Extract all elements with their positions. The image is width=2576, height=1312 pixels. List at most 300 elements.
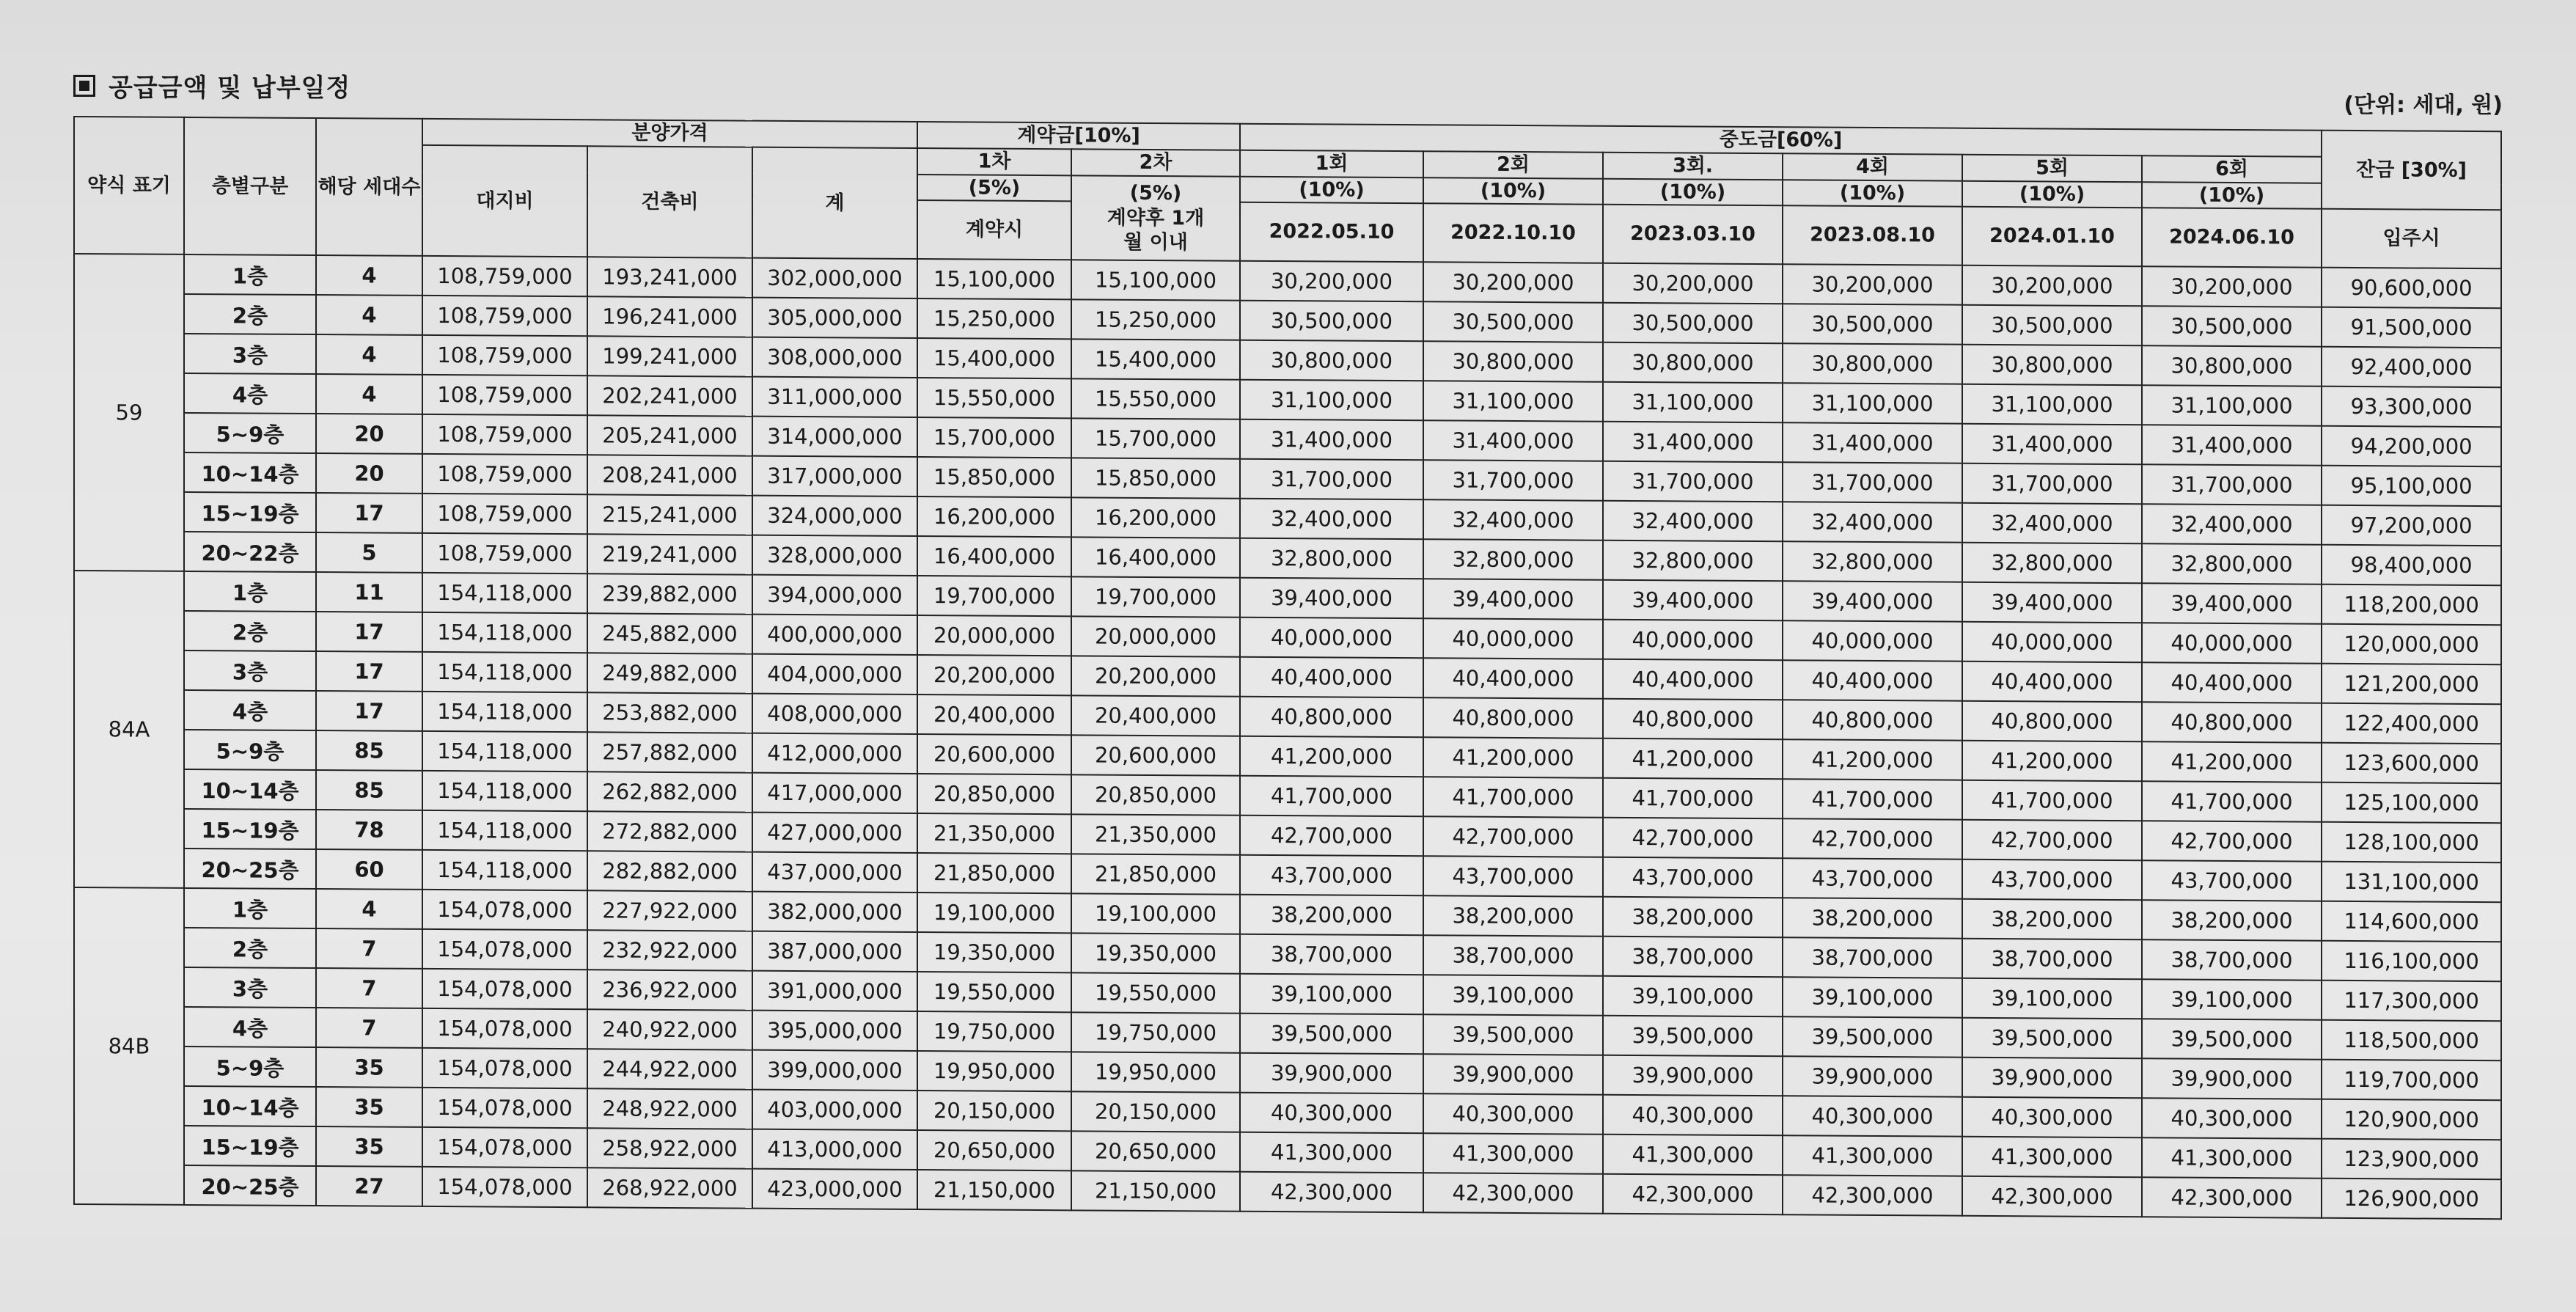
middle-payment-6-cell: 41,300,000 — [2142, 1137, 2322, 1178]
deposit-2-cell: 20,600,000 — [1071, 736, 1240, 776]
middle-payment-4-cell: 39,900,000 — [1783, 1056, 1962, 1096]
balance-cell: 118,200,000 — [2322, 584, 2501, 625]
floor-cell: 5~9층 — [184, 413, 316, 453]
building-cost-cell: 268,922,000 — [587, 1168, 752, 1209]
household-count-cell: 7 — [316, 928, 422, 969]
middle-payment-5-cell: 41,700,000 — [1962, 780, 2142, 821]
land-cost-cell: 154,078,000 — [422, 929, 587, 970]
household-count-cell: 17 — [316, 691, 422, 731]
land-cost-cell: 108,759,000 — [422, 414, 587, 455]
header-mid2-date: 2022.10.10 — [1423, 203, 1603, 263]
middle-payment-5-cell: 40,300,000 — [1962, 1097, 2142, 1137]
middle-payment-4-cell: 41,200,000 — [1783, 739, 1962, 780]
middle-payment-4-cell: 39,400,000 — [1783, 581, 1962, 621]
middle-payment-2-cell: 31,100,000 — [1423, 381, 1603, 421]
middle-payment-1-cell: 40,800,000 — [1240, 697, 1423, 738]
header-mid4-date: 2023.08.10 — [1783, 205, 1962, 265]
middle-payment-6-cell: 38,200,000 — [2142, 900, 2322, 940]
deposit-1-cell: 19,350,000 — [917, 932, 1071, 972]
land-cost-cell: 154,078,000 — [422, 1048, 587, 1088]
middle-payment-2-cell: 38,200,000 — [1423, 895, 1603, 936]
household-count-cell: 85 — [316, 770, 422, 810]
middle-payment-5-cell: 31,100,000 — [1962, 384, 2142, 425]
building-cost-cell: 215,241,000 — [587, 495, 752, 535]
building-cost-cell: 257,882,000 — [587, 733, 752, 773]
header-dep1-label: 1차 — [917, 148, 1071, 175]
middle-payment-3-cell: 32,800,000 — [1603, 540, 1783, 581]
deposit-1-cell: 20,000,000 — [917, 615, 1071, 656]
building-cost-cell: 199,241,000 — [587, 337, 752, 377]
building-cost-cell: 244,922,000 — [587, 1049, 752, 1090]
deposit-2-cell: 19,950,000 — [1071, 1052, 1240, 1093]
header-mid2-label: 2회 — [1423, 151, 1603, 178]
deposit-2-cell: 19,550,000 — [1071, 973, 1240, 1014]
middle-payment-6-cell: 40,000,000 — [2142, 623, 2322, 663]
total-price-cell: 417,000,000 — [752, 773, 917, 813]
floor-cell: 20~25층 — [184, 849, 316, 889]
land-cost-cell: 154,118,000 — [422, 771, 587, 811]
middle-payment-2-cell: 41,200,000 — [1423, 737, 1603, 777]
header-mid6-date: 2024.06.10 — [2142, 208, 2322, 267]
middle-payment-6-cell: 31,700,000 — [2142, 464, 2322, 505]
balance-cell: 92,400,000 — [2322, 347, 2501, 387]
floor-cell: 15~19층 — [184, 1126, 316, 1166]
floor-cell: 1층 — [184, 888, 316, 928]
middle-payment-1-cell: 30,800,000 — [1240, 340, 1423, 381]
total-price-cell: 404,000,000 — [752, 654, 917, 695]
unit-type-cell: 84A — [74, 571, 184, 888]
table-header — [74, 117, 2501, 268]
deposit-2-cell: 16,400,000 — [1071, 538, 1240, 578]
middle-payment-3-cell: 30,500,000 — [1603, 303, 1783, 343]
middle-payment-5-cell: 41,200,000 — [1962, 741, 2142, 781]
household-count-cell: 17 — [316, 612, 422, 652]
document-title — [73, 67, 351, 103]
middle-payment-5-cell: 40,800,000 — [1962, 701, 2142, 741]
header-mid3-label: 3회. — [1603, 152, 1783, 179]
middle-payment-4-cell: 40,400,000 — [1783, 660, 1962, 700]
building-cost-cell: 205,241,000 — [587, 416, 752, 456]
land-cost-cell: 154,078,000 — [422, 1088, 587, 1128]
middle-payment-1-cell: 40,400,000 — [1240, 657, 1423, 698]
household-count-cell: 20 — [316, 414, 422, 454]
middle-payment-4-cell: 31,400,000 — [1783, 422, 1962, 463]
building-cost-cell: 193,241,000 — [587, 257, 752, 298]
total-price-cell: 311,000,000 — [752, 377, 917, 417]
header-mid5-date: 2024.01.10 — [1962, 207, 2142, 266]
middle-payment-6-cell: 39,500,000 — [2142, 1019, 2322, 1059]
header-type: 약식 표기 — [74, 117, 184, 254]
total-price-cell: 382,000,000 — [752, 892, 917, 932]
middle-payment-4-cell: 40,300,000 — [1783, 1096, 1962, 1136]
middle-payment-4-cell: 42,700,000 — [1783, 818, 1962, 859]
deposit-2-cell: 19,700,000 — [1071, 577, 1240, 617]
household-count-cell: 20 — [316, 453, 422, 494]
total-price-cell: 413,000,000 — [752, 1129, 917, 1170]
floor-cell: 10~14층 — [184, 1086, 316, 1126]
middle-payment-1-cell: 31,100,000 — [1240, 380, 1423, 421]
total-price-cell: 403,000,000 — [752, 1090, 917, 1130]
building-cost-cell: 249,882,000 — [587, 653, 752, 694]
supply-price-table — [73, 116, 2502, 1220]
deposit-2-cell: 15,100,000 — [1071, 260, 1240, 301]
balance-cell: 125,100,000 — [2322, 783, 2501, 823]
middle-payment-3-cell: 39,400,000 — [1603, 580, 1783, 620]
total-price-cell: 387,000,000 — [752, 931, 917, 972]
deposit-1-cell: 19,750,000 — [917, 1011, 1071, 1052]
middle-payment-1-cell: 30,200,000 — [1240, 261, 1423, 302]
land-cost-cell: 154,078,000 — [422, 969, 587, 1009]
middle-payment-1-cell: 39,400,000 — [1240, 578, 1423, 619]
header-building: 건축비 — [587, 146, 752, 258]
middle-payment-3-cell: 30,200,000 — [1603, 263, 1783, 304]
balance-cell: 126,900,000 — [2322, 1179, 2501, 1219]
deposit-2-cell: 20,200,000 — [1071, 656, 1240, 697]
middle-payment-6-cell: 40,800,000 — [2142, 702, 2322, 742]
balance-cell: 93,300,000 — [2322, 386, 2501, 427]
middle-payment-5-cell: 43,700,000 — [1962, 860, 2142, 900]
building-cost-cell: 282,882,000 — [587, 851, 752, 892]
middle-payment-5-cell: 38,700,000 — [1962, 939, 2142, 979]
household-count-cell: 11 — [316, 572, 422, 612]
total-price-cell: 437,000,000 — [752, 852, 917, 893]
land-cost-cell: 154,118,000 — [422, 573, 587, 613]
building-cost-cell: 240,922,000 — [587, 1010, 752, 1050]
land-cost-cell: 154,078,000 — [422, 1167, 587, 1207]
middle-payment-3-cell: 41,700,000 — [1603, 778, 1783, 818]
header-mid1-pct: (10%) — [1240, 176, 1423, 203]
land-cost-cell: 108,759,000 — [422, 335, 587, 375]
middle-payment-3-cell: 42,700,000 — [1603, 818, 1783, 858]
building-cost-cell: 253,882,000 — [587, 693, 752, 733]
building-cost-cell: 208,241,000 — [587, 455, 752, 496]
building-cost-cell: 272,882,000 — [587, 812, 752, 852]
deposit-2-cell: 15,250,000 — [1071, 300, 1240, 340]
middle-payment-3-cell: 31,700,000 — [1603, 461, 1783, 502]
deposit-1-cell: 19,950,000 — [917, 1051, 1071, 1091]
document-title-text: 공급금액 및 납부일정 — [109, 73, 351, 103]
middle-payment-3-cell: 31,400,000 — [1603, 422, 1783, 462]
middle-payment-2-cell: 31,400,000 — [1423, 420, 1603, 461]
middle-payment-5-cell: 30,200,000 — [1962, 265, 2142, 306]
middle-payment-3-cell: 40,400,000 — [1603, 659, 1783, 700]
deposit-1-cell: 15,100,000 — [917, 259, 1071, 299]
building-cost-cell: 196,241,000 — [587, 297, 752, 337]
header-deposit-group: 계약금[10%] — [917, 122, 1240, 150]
middle-payment-5-cell: 30,800,000 — [1962, 345, 2142, 385]
middle-payment-2-cell: 42,700,000 — [1423, 816, 1603, 857]
middle-payment-5-cell: 32,400,000 — [1962, 503, 2142, 543]
header-mid4-pct: (10%) — [1783, 180, 1962, 207]
balance-cell: 120,000,000 — [2322, 624, 2501, 664]
deposit-1-cell: 16,200,000 — [917, 496, 1071, 537]
middle-payment-2-cell: 40,800,000 — [1423, 697, 1603, 738]
middle-payment-5-cell: 39,900,000 — [1962, 1058, 2142, 1098]
land-cost-cell: 108,759,000 — [422, 454, 587, 494]
balance-cell: 131,100,000 — [2322, 862, 2501, 902]
total-price-cell: 302,000,000 — [752, 258, 917, 298]
household-count-cell: 17 — [316, 651, 422, 692]
header-middle-group: 중도금[60%] — [1240, 124, 2322, 157]
floor-cell: 15~19층 — [184, 809, 316, 849]
deposit-1-cell: 15,250,000 — [917, 298, 1071, 339]
middle-payment-4-cell: 32,400,000 — [1783, 502, 1962, 542]
land-cost-cell: 154,078,000 — [422, 1008, 587, 1049]
floor-cell: 5~9층 — [184, 730, 316, 770]
header-mid4-label: 4회 — [1783, 153, 1962, 180]
balance-cell: 121,200,000 — [2322, 664, 2501, 704]
household-count-cell: 4 — [316, 889, 422, 929]
unit-type-cell: 84B — [74, 887, 184, 1205]
header-floor: 층별구분 — [184, 117, 316, 255]
header-count: 해당 세대수 — [316, 118, 422, 256]
household-count-cell: 35 — [316, 1047, 422, 1088]
middle-payment-1-cell: 32,800,000 — [1240, 538, 1423, 579]
deposit-2-cell: 20,400,000 — [1071, 696, 1240, 736]
middle-payment-5-cell: 38,200,000 — [1962, 899, 2142, 939]
middle-payment-6-cell: 30,500,000 — [2142, 306, 2322, 346]
deposit-1-cell: 21,850,000 — [917, 853, 1071, 893]
middle-payment-3-cell: 38,700,000 — [1603, 937, 1783, 977]
building-cost-cell: 227,922,000 — [587, 891, 752, 931]
building-cost-cell: 262,882,000 — [587, 772, 752, 813]
middle-payment-2-cell: 43,700,000 — [1423, 856, 1603, 896]
balance-cell: 91,500,000 — [2322, 307, 2501, 348]
deposit-2-cell: 16,200,000 — [1071, 498, 1240, 538]
building-cost-cell: 258,922,000 — [587, 1129, 752, 1169]
land-cost-cell: 154,118,000 — [422, 850, 587, 890]
land-cost-cell: 108,759,000 — [422, 296, 587, 336]
header-dep1-when: 계약시 — [917, 200, 1071, 260]
floor-cell: 20~22층 — [184, 532, 316, 572]
household-count-cell: 7 — [316, 968, 422, 1008]
land-cost-cell: 108,759,000 — [422, 256, 587, 296]
balance-cell: 123,600,000 — [2322, 743, 2501, 783]
deposit-1-cell: 15,400,000 — [917, 338, 1071, 378]
deposit-1-cell: 15,850,000 — [917, 457, 1071, 497]
household-count-cell: 4 — [316, 334, 422, 375]
land-cost-cell: 108,759,000 — [422, 533, 587, 573]
deposit-1-cell: 20,850,000 — [917, 774, 1071, 814]
household-count-cell: 5 — [316, 532, 422, 573]
middle-payment-1-cell: 42,300,000 — [1240, 1172, 1423, 1213]
middle-payment-5-cell: 39,500,000 — [1962, 1018, 2142, 1058]
total-price-cell: 399,000,000 — [752, 1050, 917, 1091]
middle-payment-4-cell: 30,500,000 — [1783, 304, 1962, 344]
header-mid5-pct: (10%) — [1962, 180, 2142, 208]
middle-payment-5-cell: 40,000,000 — [1962, 622, 2142, 662]
building-cost-cell: 239,882,000 — [587, 574, 752, 615]
balance-cell: 119,700,000 — [2322, 1060, 2501, 1100]
deposit-2-cell: 19,350,000 — [1071, 934, 1240, 974]
middle-payment-6-cell: 32,400,000 — [2142, 504, 2322, 544]
middle-payment-3-cell: 41,200,000 — [1603, 739, 1783, 779]
middle-payment-3-cell: 42,300,000 — [1603, 1174, 1783, 1214]
middle-payment-4-cell: 43,700,000 — [1783, 858, 1962, 898]
middle-payment-2-cell: 32,800,000 — [1423, 539, 1603, 579]
middle-payment-5-cell: 30,500,000 — [1962, 305, 2142, 345]
deposit-1-cell: 16,400,000 — [917, 536, 1071, 576]
household-count-cell: 35 — [316, 1087, 422, 1127]
middle-payment-1-cell: 41,700,000 — [1240, 776, 1423, 817]
middle-payment-5-cell: 42,700,000 — [1962, 820, 2142, 860]
middle-payment-6-cell: 42,700,000 — [2142, 821, 2322, 861]
floor-cell: 4층 — [184, 1007, 316, 1047]
deposit-1-cell: 21,350,000 — [917, 813, 1071, 854]
middle-payment-5-cell: 41,300,000 — [1962, 1137, 2142, 1177]
middle-payment-2-cell: 40,400,000 — [1423, 658, 1603, 698]
household-count-cell: 17 — [316, 493, 422, 533]
household-count-cell: 85 — [316, 730, 422, 771]
middle-payment-1-cell: 31,700,000 — [1240, 459, 1423, 500]
building-cost-cell: 202,241,000 — [587, 376, 752, 417]
middle-payment-1-cell: 40,300,000 — [1240, 1093, 1423, 1134]
middle-payment-4-cell: 38,200,000 — [1783, 898, 1962, 938]
total-price-cell: 423,000,000 — [752, 1169, 917, 1209]
deposit-1-cell: 20,400,000 — [917, 695, 1071, 735]
middle-payment-2-cell: 30,800,000 — [1423, 341, 1603, 381]
household-count-cell: 4 — [316, 374, 422, 414]
middle-payment-3-cell: 40,300,000 — [1603, 1095, 1783, 1135]
total-price-cell: 394,000,000 — [752, 575, 917, 615]
land-cost-cell: 154,118,000 — [422, 731, 587, 772]
floor-cell: 1층 — [184, 571, 316, 612]
middle-payment-6-cell: 40,400,000 — [2142, 662, 2322, 703]
total-price-cell: 328,000,000 — [752, 535, 917, 576]
header-dep2-pct: (5%) — [1129, 181, 1182, 205]
total-price-cell: 308,000,000 — [752, 337, 917, 378]
middle-payment-2-cell: 39,100,000 — [1423, 975, 1603, 1015]
middle-payment-6-cell: 41,700,000 — [2142, 781, 2322, 821]
deposit-1-cell: 15,550,000 — [917, 378, 1071, 418]
middle-payment-3-cell: 39,500,000 — [1603, 1016, 1783, 1056]
middle-payment-4-cell: 40,800,000 — [1783, 700, 1962, 740]
deposit-2-cell: 15,550,000 — [1071, 379, 1240, 419]
building-cost-cell: 236,922,000 — [587, 970, 752, 1011]
land-cost-cell: 154,118,000 — [422, 652, 587, 692]
land-cost-cell: 154,118,000 — [422, 612, 587, 653]
deposit-1-cell: 19,550,000 — [917, 972, 1071, 1012]
balance-cell: 118,500,000 — [2322, 1020, 2501, 1060]
total-price-cell: 400,000,000 — [752, 615, 917, 655]
deposit-2-cell: 20,850,000 — [1071, 775, 1240, 816]
middle-payment-3-cell: 40,000,000 — [1603, 620, 1783, 660]
middle-payment-3-cell: 30,800,000 — [1603, 342, 1783, 383]
middle-payment-1-cell: 40,000,000 — [1240, 617, 1423, 659]
balance-cell: 116,100,000 — [2322, 941, 2501, 981]
total-price-cell: 427,000,000 — [752, 813, 917, 853]
header-mid3-date: 2023.03.10 — [1603, 205, 1783, 264]
total-price-cell: 305,000,000 — [752, 298, 917, 338]
household-count-cell: 4 — [316, 255, 422, 296]
deposit-1-cell: 21,150,000 — [917, 1170, 1071, 1210]
middle-payment-6-cell: 32,800,000 — [2142, 543, 2322, 584]
unit-type-cell: 59 — [74, 254, 184, 571]
header-dep2-when-text: 계약후 1개월 이내 — [1107, 206, 1205, 254]
floor-cell: 3층 — [184, 650, 316, 691]
floor-cell: 1층 — [184, 254, 316, 295]
deposit-1-cell: 19,100,000 — [917, 893, 1071, 933]
household-count-cell: 4 — [316, 295, 422, 335]
middle-payment-6-cell: 39,400,000 — [2142, 583, 2322, 623]
middle-payment-2-cell: 40,000,000 — [1423, 618, 1603, 659]
deposit-1-cell: 20,650,000 — [917, 1130, 1071, 1170]
building-cost-cell: 219,241,000 — [587, 535, 752, 575]
middle-payment-4-cell: 42,300,000 — [1783, 1175, 1962, 1215]
land-cost-cell: 154,078,000 — [422, 1127, 587, 1168]
middle-payment-6-cell: 39,100,000 — [2142, 979, 2322, 1019]
middle-payment-3-cell: 41,300,000 — [1603, 1135, 1783, 1175]
middle-payment-6-cell: 39,900,000 — [2142, 1058, 2322, 1099]
header-mid6-label: 6회 — [2142, 155, 2322, 183]
household-count-cell: 27 — [316, 1166, 422, 1206]
middle-payment-1-cell: 30,500,000 — [1240, 301, 1423, 342]
total-price-cell: 395,000,000 — [752, 1011, 917, 1051]
middle-payment-1-cell: 38,700,000 — [1240, 934, 1423, 975]
middle-payment-2-cell: 41,700,000 — [1423, 777, 1603, 817]
deposit-1-cell: 20,150,000 — [917, 1091, 1071, 1131]
middle-payment-1-cell: 42,700,000 — [1240, 816, 1423, 857]
header-mid1-label: 1회 — [1240, 150, 1423, 177]
middle-payment-6-cell: 30,200,000 — [2142, 266, 2322, 307]
middle-payment-6-cell: 30,800,000 — [2142, 345, 2322, 386]
header-mid2-pct: (10%) — [1423, 177, 1603, 205]
middle-payment-6-cell: 43,700,000 — [2142, 860, 2322, 901]
building-cost-cell: 245,882,000 — [587, 614, 752, 654]
middle-payment-2-cell: 30,200,000 — [1423, 262, 1603, 302]
header-mid3-pct: (10%) — [1603, 178, 1783, 205]
floor-cell: 2층 — [184, 928, 316, 968]
land-cost-cell: 108,759,000 — [422, 494, 587, 534]
total-price-cell: 412,000,000 — [752, 733, 917, 774]
middle-payment-4-cell: 39,500,000 — [1783, 1016, 1962, 1057]
middle-payment-3-cell: 40,800,000 — [1603, 699, 1783, 739]
middle-payment-1-cell: 32,400,000 — [1240, 499, 1423, 540]
deposit-2-cell: 15,400,000 — [1071, 340, 1240, 380]
header-balance-when: 입주시 — [2322, 209, 2501, 268]
middle-payment-2-cell: 40,300,000 — [1423, 1093, 1603, 1134]
middle-payment-3-cell: 39,100,000 — [1603, 976, 1783, 1016]
header-price-group: 분양가격 — [422, 119, 917, 148]
balance-cell: 94,200,000 — [2322, 426, 2501, 466]
header-mid5-label: 5회 — [1962, 154, 2142, 181]
header-mid1-date: 2022.05.10 — [1240, 202, 1423, 263]
balance-cell: 120,900,000 — [2322, 1099, 2501, 1140]
deposit-1-cell: 20,600,000 — [917, 734, 1071, 774]
balance-cell: 90,600,000 — [2322, 268, 2501, 308]
middle-payment-5-cell: 42,300,000 — [1962, 1176, 2142, 1217]
middle-payment-2-cell: 32,400,000 — [1423, 499, 1603, 540]
middle-payment-4-cell: 40,000,000 — [1783, 620, 1962, 661]
total-price-cell: 391,000,000 — [752, 971, 917, 1011]
household-count-cell: 7 — [316, 1008, 422, 1048]
deposit-2-cell: 19,100,000 — [1071, 894, 1240, 934]
middle-payment-2-cell: 30,500,000 — [1423, 301, 1603, 342]
header-mid6-pct: (10%) — [2142, 182, 2322, 209]
household-count-cell: 78 — [316, 810, 422, 850]
deposit-1-cell: 15,700,000 — [917, 417, 1071, 458]
header-dep1-pct: (5%) — [917, 175, 1071, 202]
deposit-2-cell: 20,000,000 — [1071, 617, 1240, 657]
middle-payment-4-cell: 41,700,000 — [1783, 779, 1962, 819]
square-bullet-icon — [73, 75, 95, 97]
balance-cell: 128,100,000 — [2322, 822, 2501, 862]
middle-payment-6-cell: 40,300,000 — [2142, 1098, 2322, 1138]
deposit-2-cell: 19,750,000 — [1071, 1013, 1240, 1053]
middle-payment-1-cell: 41,300,000 — [1240, 1132, 1423, 1173]
deposit-2-cell: 21,850,000 — [1071, 854, 1240, 895]
floor-cell: 5~9층 — [184, 1047, 316, 1087]
